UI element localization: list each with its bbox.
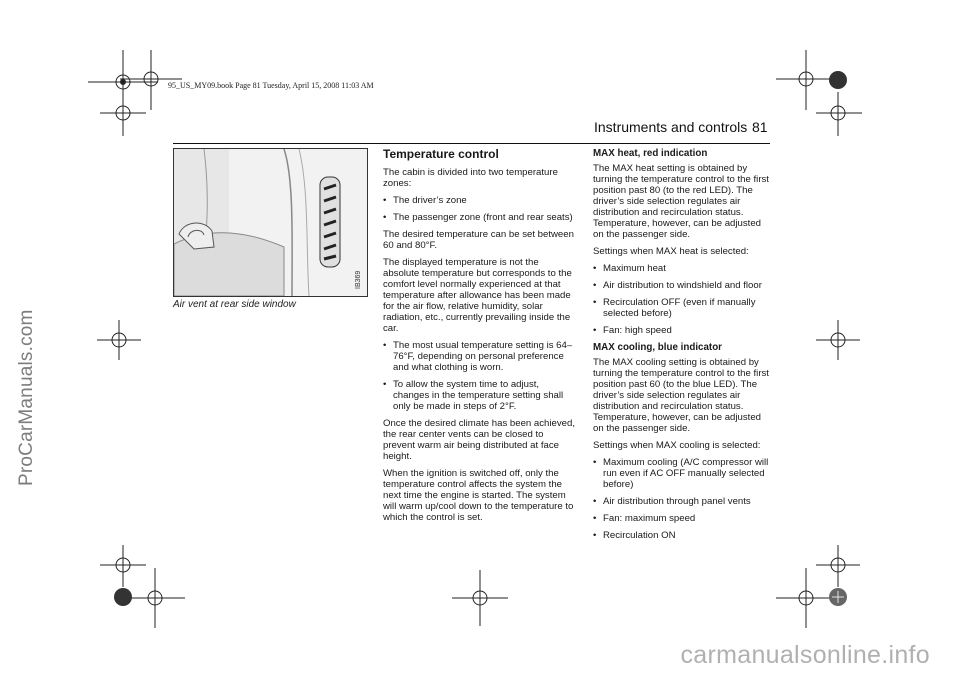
max-heat-settings-list — [593, 263, 771, 336]
paragraph: The MAX cooling setting is obtained by turning the temperature control to the first position past 60 (to the blue LED). The driver’s side selection regulates air distribution and recirculation status. Temperature, however, can be adjusted on the passenger side. — [593, 357, 769, 434]
paragraph: The desired temperature can be set between 60 and 80°F. — [383, 229, 574, 251]
air-vent-figure — [173, 148, 368, 297]
section-heading: Temperature control — [383, 147, 499, 161]
column-max-settings — [593, 148, 771, 547]
list-item: • The most usual temperature setting is 64–76°F, depending on personal preference and what clothing is worn. — [383, 340, 575, 373]
list-item: • The driver’s zone — [383, 195, 575, 206]
page-number: 81 — [752, 119, 768, 135]
list-item: • Fan: high speed — [593, 325, 771, 336]
paragraph: The cabin is divided into two temperature zones: — [383, 167, 558, 189]
list-item: • Recirculation OFF (even if manually selected before) — [593, 297, 771, 319]
side-watermark: ProCarManuals.com — [16, 309, 37, 486]
paragraph: Settings when MAX heat is selected: — [593, 246, 749, 257]
list-item: • Fan: maximum speed — [593, 513, 771, 524]
list-item: • To allow the system time to adjust, changes in the temperature setting shall only be made in steps of 2°F. — [383, 379, 575, 412]
bottom-watermark: carmanualsonline.info — [680, 641, 930, 669]
section-title: Instruments and controls — [594, 119, 748, 135]
list-item: • The passenger zone (front and rear seats) — [383, 212, 575, 223]
subheading-max-cooling: MAX cooling, blue indicator — [593, 342, 722, 353]
list-item: • Air distribution through panel vents — [593, 496, 771, 507]
paragraph: The MAX heat setting is obtained by turning the temperature control to the first position past 80 (to the red LED). The driver’s side selection regulates air distribution and recirculation status. Temperature, however, can be adjusted on the passenger side. — [593, 163, 769, 240]
paragraph: Settings when MAX cooling is selected: — [593, 440, 761, 451]
paragraph: The displayed temperature is not the absolute temperature but corresponds to the comfort level normally experienced at that temperature after allowance has been made for the air flow, relative humidity, solar radiation, etc., currently prevailing inside the car. — [383, 257, 572, 334]
header-rule — [173, 143, 770, 144]
max-cooling-settings-list — [593, 457, 771, 541]
list-item: • Maximum heat — [593, 263, 771, 274]
air-vent-illustration — [174, 149, 367, 296]
figure-caption: Air vent at rear side window — [173, 299, 296, 310]
book-info-line: 95_US_MY09.book Page 81 Tuesday, April 15, 2008 11:03 AM — [168, 81, 374, 90]
paragraph: When the ignition is switched off, only the temperature control affects the system the next time the engine is started. The system will warm up/cool down to the temperature to which the control is set. — [383, 468, 574, 523]
list-item: • Maximum cooling (A/C compressor will run even if AC OFF manually selected before) — [593, 457, 771, 490]
list-item: • Air distribution to windshield and floor — [593, 280, 771, 291]
paragraph: Once the desired climate has been achieved, the rear center vents can be closed to prevent warm air being distributed at face height. — [383, 418, 575, 462]
subheading-max-heat: MAX heat, red indication — [593, 148, 708, 159]
tips-list — [383, 340, 575, 412]
column-temperature-control — [383, 148, 575, 529]
list-item: • Recirculation ON — [593, 530, 771, 541]
image-code: IB369 — [355, 270, 362, 289]
zones-list — [383, 195, 575, 223]
